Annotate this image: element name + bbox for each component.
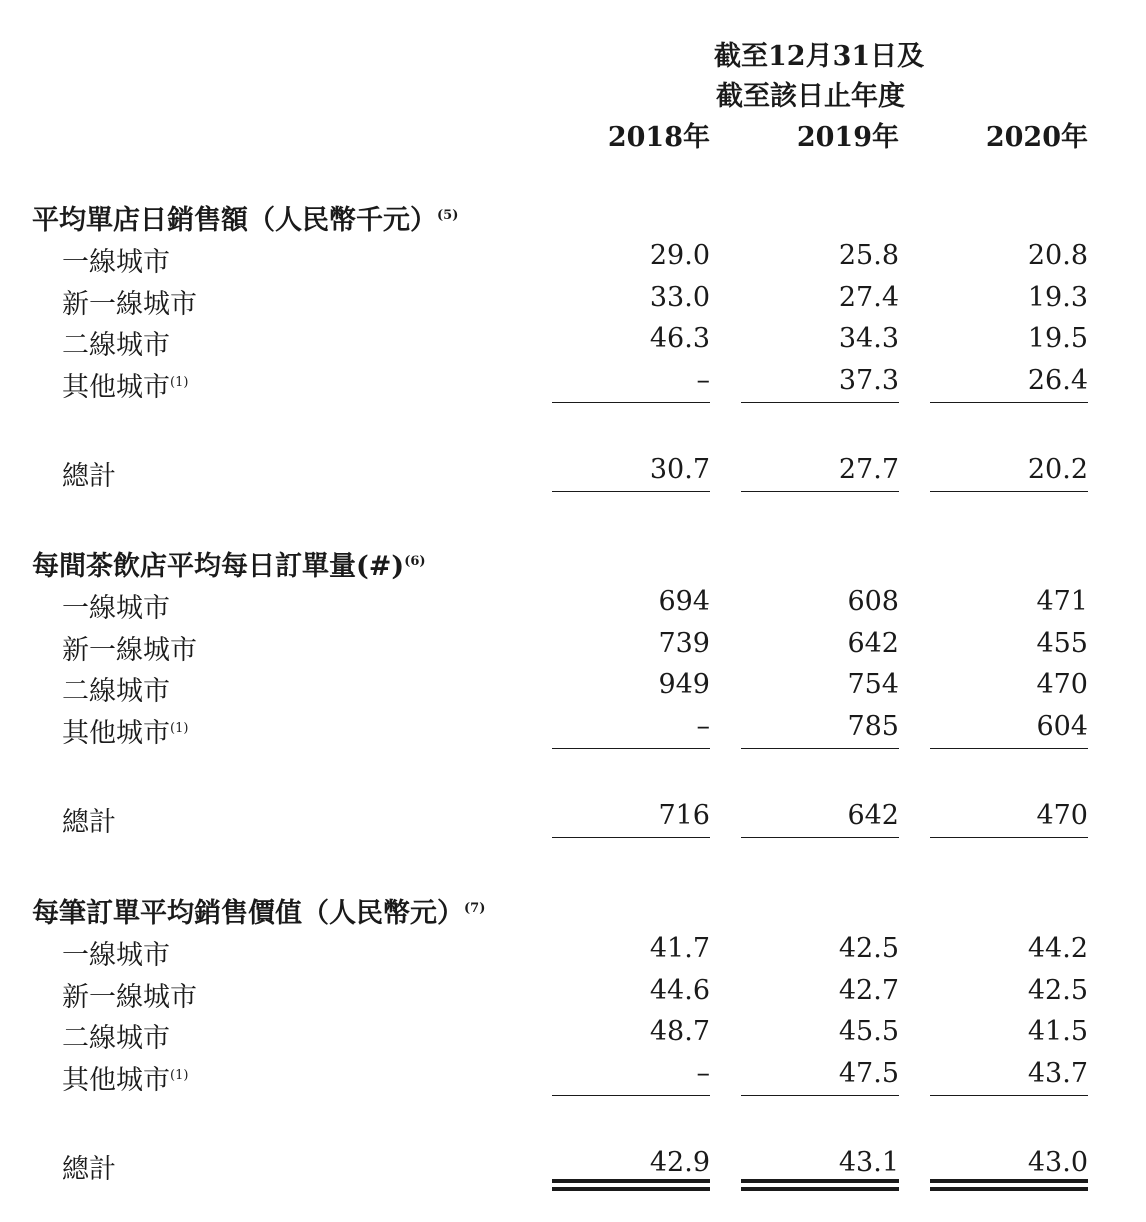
table-cell: 33.0 xyxy=(649,281,710,313)
row-footnote-ref: (1) xyxy=(170,374,189,390)
header-year-2020: 2020年 xyxy=(985,122,1088,153)
table-cell: 608 xyxy=(847,586,899,617)
total-cell: 716 xyxy=(658,800,710,831)
table-cell: 44.6 xyxy=(649,974,710,1006)
table-cell: 470 xyxy=(1036,669,1088,700)
header-year-2018: 2018年 xyxy=(607,122,710,153)
total-rule xyxy=(552,837,710,838)
row-label xyxy=(62,365,188,404)
total-double-rule xyxy=(552,1179,710,1187)
row-label xyxy=(62,1016,170,1055)
header-period-line2: 截至該日止年度 xyxy=(716,81,905,112)
table-cell: – xyxy=(696,364,710,396)
row-label xyxy=(62,323,170,362)
total-cell: 642 xyxy=(847,800,899,831)
table-cell: – xyxy=(696,1057,710,1089)
row-label-text: 其他城市 xyxy=(62,717,170,749)
table-cell: 42.5 xyxy=(1027,974,1088,1006)
row-footnote-ref: (1) xyxy=(170,720,189,736)
total-rule xyxy=(930,837,1088,838)
row-label-text: 新一線城市 xyxy=(62,288,197,320)
total-cell: 470 xyxy=(1036,800,1088,831)
total-double-rule xyxy=(741,1187,899,1195)
table-cell: 19.5 xyxy=(1027,323,1088,354)
total-cell: 43.0 xyxy=(1027,1147,1088,1178)
row-label xyxy=(62,240,170,279)
header-year-2019: 2019年 xyxy=(796,122,899,153)
subtotal-rule xyxy=(930,748,1088,749)
table-cell: 47.5 xyxy=(838,1057,899,1089)
total-label: 總計 xyxy=(62,461,116,492)
total-double-rule xyxy=(930,1179,1088,1187)
section-title-text: 每筆訂單平均銷售價值（人民幣元） xyxy=(32,898,464,929)
row-label-text: 一線城市 xyxy=(62,593,170,624)
table-cell: 44.2 xyxy=(1027,933,1088,964)
total-rule xyxy=(741,837,899,838)
table-cell: 26.4 xyxy=(1027,364,1088,396)
total-cell: 30.7 xyxy=(649,454,710,485)
subtotal-rule xyxy=(741,402,899,403)
table-cell: 20.8 xyxy=(1027,240,1088,271)
row-label-text: 二線城市 xyxy=(62,676,170,707)
total-double-rule xyxy=(552,1187,710,1195)
table-cell: 43.7 xyxy=(1027,1057,1088,1089)
row-label xyxy=(62,628,197,667)
subtotal-rule xyxy=(930,1095,1088,1096)
table-cell: 34.3 xyxy=(838,323,899,354)
table-cell: 642 xyxy=(847,627,899,659)
table-cell: 949 xyxy=(658,669,710,700)
header-period-line1: 截至12月31日及 xyxy=(714,41,925,72)
table-cell: 739 xyxy=(658,627,710,659)
row-label-text: 新一線城市 xyxy=(62,981,197,1013)
table-cell: – xyxy=(696,710,710,742)
table-cell: 42.5 xyxy=(838,933,899,964)
section-title xyxy=(32,891,485,930)
table-cell: 37.3 xyxy=(838,364,899,396)
section-title-text: 每間茶飲店平均每日訂單量(#) xyxy=(32,551,405,582)
table-cell: 45.5 xyxy=(838,1016,899,1047)
total-cell: 43.1 xyxy=(838,1147,899,1178)
subtotal-rule xyxy=(552,402,710,403)
section-footnote-ref: (6) xyxy=(404,554,426,569)
total-rule xyxy=(741,491,899,492)
section-title xyxy=(32,198,458,237)
total-rule xyxy=(552,491,710,492)
total-cell: 20.2 xyxy=(1027,454,1088,485)
row-label-text: 二線城市 xyxy=(62,330,170,361)
row-footnote-ref: (1) xyxy=(170,1067,189,1083)
total-cell: 42.9 xyxy=(649,1147,710,1178)
table-cell: 471 xyxy=(1036,586,1088,617)
row-label-text: 新一線城市 xyxy=(62,634,197,666)
row-label xyxy=(62,1058,188,1097)
table-cell: 785 xyxy=(847,710,899,742)
row-label xyxy=(62,282,197,321)
table-cell: 694 xyxy=(658,586,710,617)
total-cell: 27.7 xyxy=(838,454,899,485)
table-cell: 27.4 xyxy=(838,281,899,313)
table-cell: 48.7 xyxy=(649,1016,710,1047)
row-label xyxy=(62,669,170,708)
table-cell: 19.3 xyxy=(1027,281,1088,313)
table-cell: 46.3 xyxy=(649,323,710,354)
row-label xyxy=(62,711,188,750)
total-double-rule xyxy=(930,1187,1088,1195)
total-label: 總計 xyxy=(62,1154,116,1185)
section-footnote-ref: (7) xyxy=(464,901,486,916)
table-cell: 42.7 xyxy=(838,974,899,1006)
subtotal-rule xyxy=(741,748,899,749)
row-label-text: 其他城市 xyxy=(62,371,170,403)
section-title xyxy=(32,544,426,583)
row-label xyxy=(62,975,197,1014)
row-label xyxy=(62,933,170,972)
table-cell: 41.7 xyxy=(649,933,710,964)
row-label xyxy=(62,586,170,625)
table-cell: 754 xyxy=(847,669,899,700)
subtotal-rule xyxy=(552,748,710,749)
total-rule xyxy=(930,491,1088,492)
subtotal-rule xyxy=(741,1095,899,1096)
row-label-text: 二線城市 xyxy=(62,1023,170,1054)
table-cell: 41.5 xyxy=(1027,1016,1088,1047)
row-label-text: 一線城市 xyxy=(62,940,170,971)
table-cell: 604 xyxy=(1036,710,1088,742)
table-cell: 455 xyxy=(1036,627,1088,659)
total-label: 總計 xyxy=(62,807,116,838)
total-double-rule xyxy=(741,1179,899,1187)
row-label-text: 一線城市 xyxy=(62,247,170,278)
section-footnote-ref: (5) xyxy=(437,208,459,223)
table-cell: 29.0 xyxy=(649,240,710,271)
section-title-text: 平均單店日銷售額（人民幣千元） xyxy=(32,205,437,236)
subtotal-rule xyxy=(552,1095,710,1096)
table-cell: 25.8 xyxy=(838,240,899,271)
row-label-text: 其他城市 xyxy=(62,1064,170,1096)
subtotal-rule xyxy=(930,402,1088,403)
